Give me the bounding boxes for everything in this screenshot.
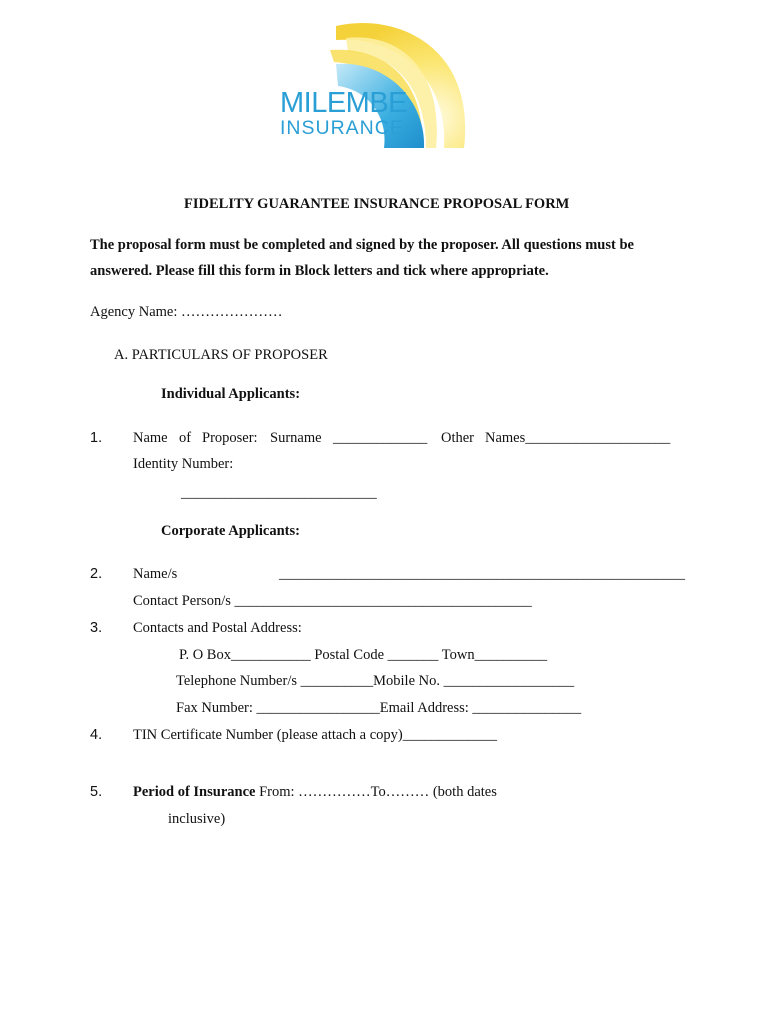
- period-inclusive-text: inclusive): [168, 811, 226, 827]
- q1-word-other: Other: [441, 430, 475, 446]
- fax-email-fields[interactable]: Fax Number: _________________Email Address: _______________: [176, 700, 582, 716]
- company-logo: [276, 16, 472, 152]
- intro-line-1: The proposal form must be completed and signed by the proposer. All questions must be: [90, 237, 634, 253]
- contact-person-field[interactable]: Contact Person/s _________________________________________: [133, 593, 532, 609]
- logo-word-milembe: MILEMBE: [280, 87, 408, 119]
- intro-line-2: answered. Please fill this form in Block letters and tick where appropriate.: [90, 263, 549, 279]
- period-of-insurance-line[interactable]: [133, 784, 497, 801]
- corporate-name-label: Name/s: [133, 566, 178, 582]
- tin-certificate-field[interactable]: TIN Certificate Number (please attach a copy)_____________: [133, 727, 497, 743]
- postal-address-fields[interactable]: P. O Box___________ Postal Code _______ Town__________: [179, 647, 548, 663]
- form-title: FIDELITY GUARANTEE INSURANCE PROPOSAL FORM: [184, 196, 570, 212]
- section-a-heading: A. PARTICULARS OF PROPOSER: [114, 347, 328, 363]
- identity-number-label: Identity Number:: [133, 456, 234, 472]
- period-dates-field[interactable]: From: ……………To……… (both dates: [255, 784, 497, 800]
- q1-word-surname: Surname: [270, 430, 322, 446]
- question-3-number: 3.: [90, 620, 103, 636]
- surname-field[interactable]: _____________: [333, 430, 428, 446]
- telephone-mobile-fields[interactable]: Telephone Number/s __________Mobile No. __________________: [176, 673, 575, 689]
- q1-word-name: Name: [133, 430, 168, 446]
- corporate-name-field[interactable]: ________________________________________________________: [279, 566, 685, 582]
- logo-word-insurance: INSURANCE: [280, 117, 404, 139]
- question-2-number: 2.: [90, 566, 103, 582]
- question-5-number: 5.: [90, 784, 103, 800]
- individual-applicants-heading: Individual Applicants:: [161, 386, 301, 402]
- question-1-number: 1.: [90, 430, 103, 446]
- corporate-applicants-heading: Corporate Applicants:: [161, 523, 300, 539]
- q1-word-proposer: Proposer:: [202, 430, 258, 446]
- identity-number-field[interactable]: ___________________________: [181, 485, 377, 501]
- q1-word-of: of: [179, 430, 192, 446]
- contacts-address-label: Contacts and Postal Address:: [133, 620, 302, 636]
- agency-name-field[interactable]: Agency Name: …………………: [90, 304, 283, 320]
- question-4-number: 4.: [90, 727, 103, 743]
- other-names-field[interactable]: Names____________________: [485, 430, 671, 446]
- period-of-insurance-label: Period of Insurance: [133, 784, 256, 800]
